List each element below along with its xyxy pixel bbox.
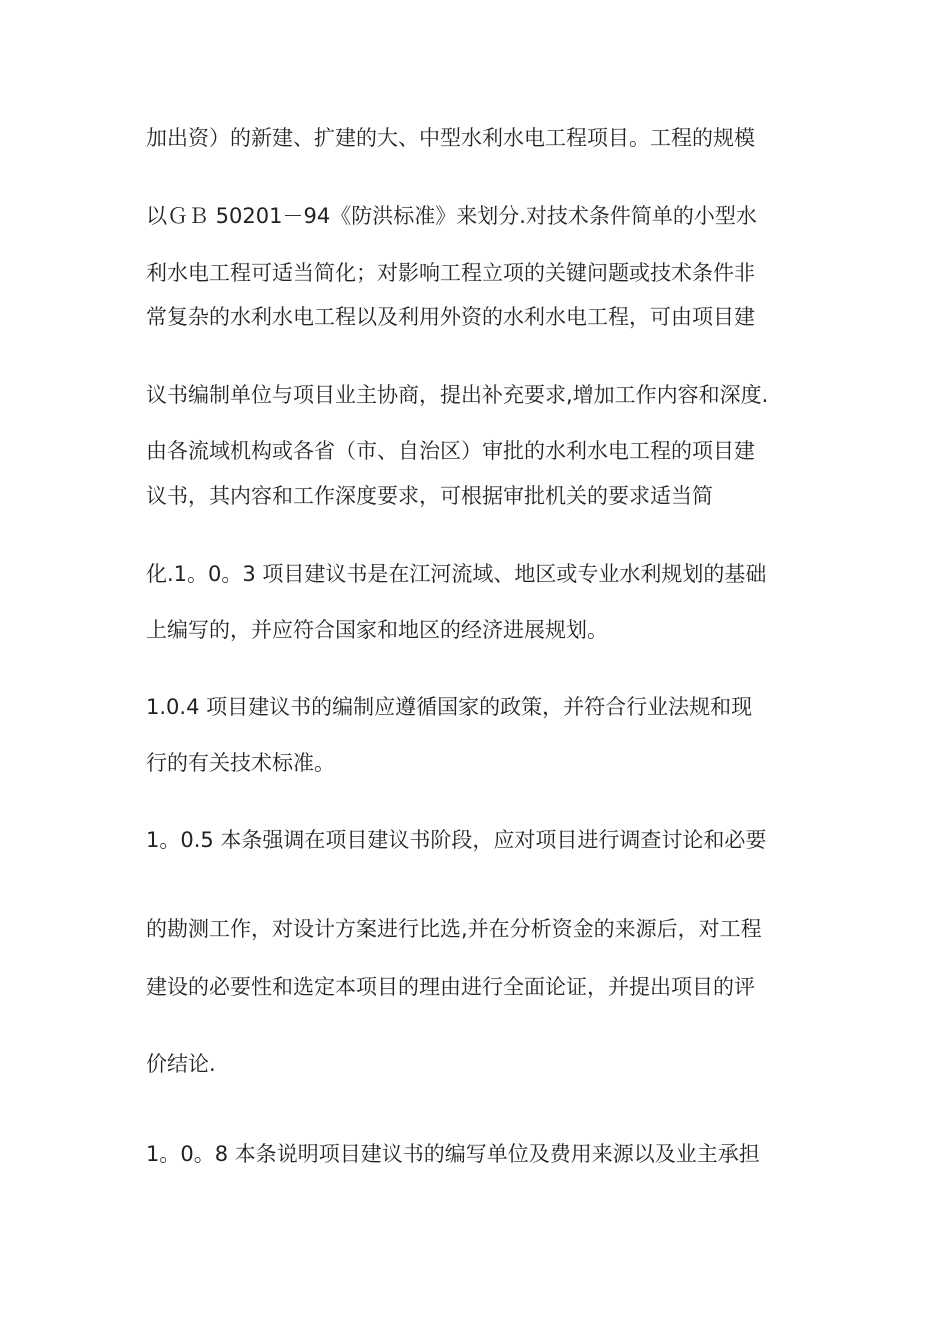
text-line: 的勘测工作，对设计方案进行比选,并在分析资金的来源后，对工程 bbox=[146, 917, 762, 941]
text-line: 议书，其内容和工作深度要求，可根据审批机关的要求适当简 bbox=[146, 484, 713, 508]
text-line: 化.1。0。3 项目建议书是在江河流域、地区或专业水利规划的基础 bbox=[146, 562, 767, 586]
text-line: 以ＧＢ 50201－94《防洪标准》来划分.对技术条件简单的小型水 bbox=[146, 204, 757, 228]
text-line: 行的有关技术标准。 bbox=[146, 751, 335, 775]
text-line: 上编写的，并应符合国家和地区的经济进展规划。 bbox=[146, 618, 608, 642]
text-line: 建设的必要性和选定本项目的理由进行全面论证，并提出项目的评 bbox=[146, 975, 755, 999]
text-line: 利水电工程可适当简化；对影响工程立项的关键问题或技术条件非 bbox=[146, 261, 755, 285]
text-line: 价结论. bbox=[146, 1052, 216, 1076]
text-line: 由各流域机构或各省（市、自治区）审批的水利水电工程的项目建 bbox=[146, 439, 755, 463]
text-line: 1。0。8 本条说明项目建议书的编写单位及费用来源以及业主承担 bbox=[146, 1142, 760, 1166]
text-line: 1.0.4 项目建议书的编制应遵循国家的政策，并符合行业法规和现 bbox=[146, 695, 753, 719]
text-line: 议书编制单位与项目业主协商，提出补充要求,增加工作内容和深度. bbox=[146, 383, 769, 407]
text-line: 加出资）的新建、扩建的大、中型水利水电工程项目。工程的规模 bbox=[146, 126, 755, 150]
text-line: 常复杂的水利水电工程以及利用外资的水利水电工程，可由项目建 bbox=[146, 305, 755, 329]
text-line: 1。0.5 本条强调在项目建议书阶段，应对项目进行调查讨论和必要 bbox=[146, 828, 767, 852]
